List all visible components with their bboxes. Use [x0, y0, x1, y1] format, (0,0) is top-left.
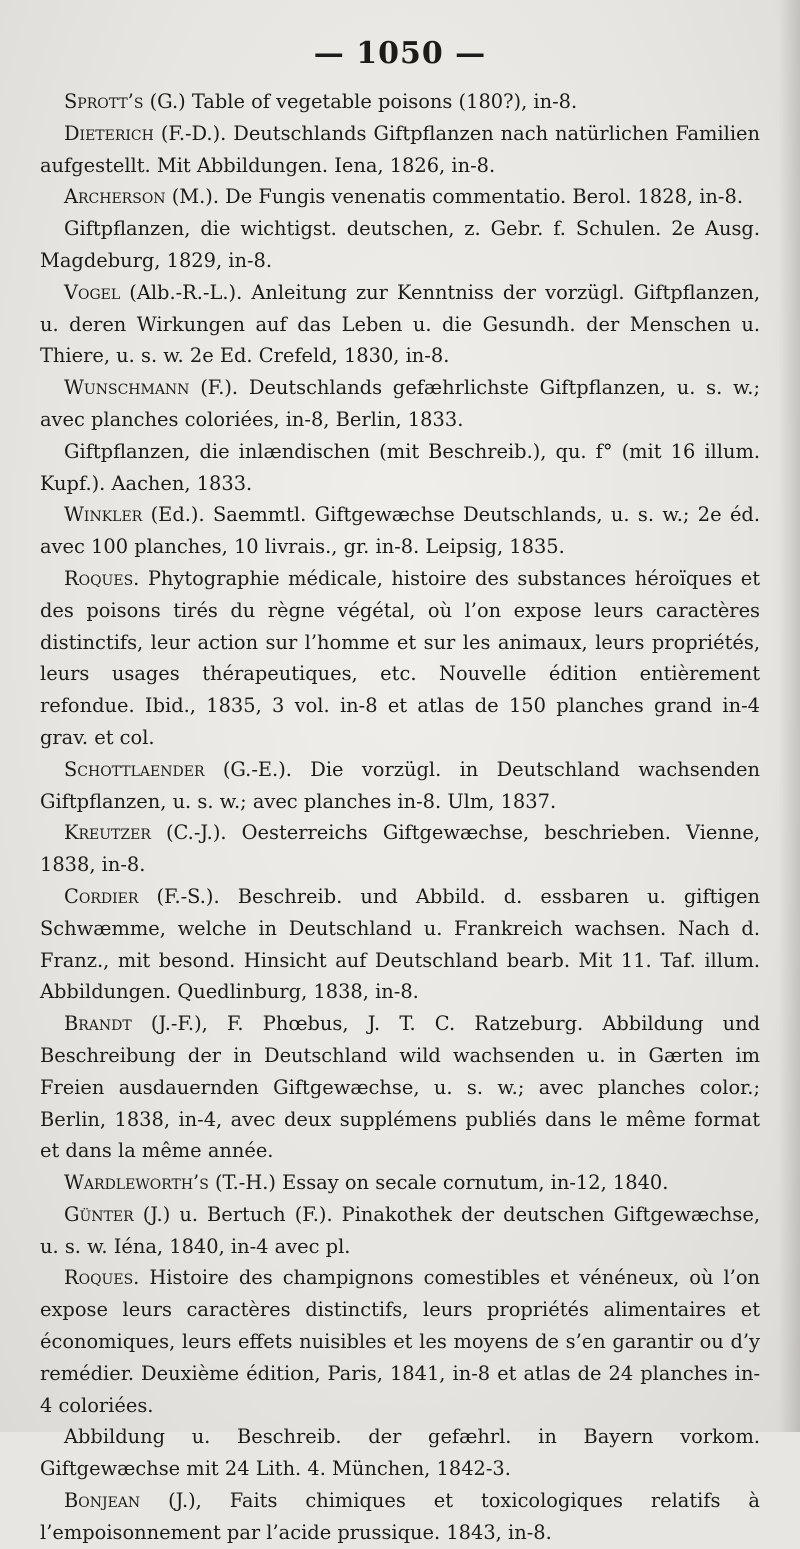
bibliography-entry	[40, 181, 760, 213]
entry-author: Roques	[64, 566, 134, 590]
bibliography-entry	[40, 499, 760, 563]
bibliography-entry	[40, 1262, 760, 1421]
entry-text: . Phytographie médicale, histoire des substances héroïques et des poisons tirés du règne végétal, où l’on expose leurs caractères distinctifs, leur action sur l’homme et sur les animaux, leurs propriétés, leurs usages thérapeutiques, etc. Nouvelle édition entièrement refondue. Ibid., 1835, 3 vol. in-8 et atlas de 150 planches grand in-4 grav. et col.	[40, 566, 760, 749]
entry-text: (M.). De Fungis venenatis commentatio. Berol. 1828, in-8.	[165, 185, 743, 209]
entry-author: Brandt	[64, 1012, 132, 1036]
bibliography-entry	[40, 277, 760, 372]
bibliography-list	[40, 86, 760, 1549]
entry-author: Schottlaender	[64, 757, 205, 781]
entry-text: (J.), Faits chimiques et toxicologiques relatifs à l’empoisonnement par l’acide prussique. 1843, in-8.	[40, 1489, 760, 1544]
entry-text: (Ed.). Saemmtl. Giftgewæchse Deutschlands, u. s. w.; 2e éd. avec 100 planches, 10 livrais., gr. in-8. Leipsig, 1835.	[40, 503, 760, 559]
bibliography-entry	[40, 86, 760, 118]
entry-text: (G.-E.). Die vorzügl. in Deutschland wachsenden Giftpflanzen, u. s. w.; avec planches in-8. Ulm, 1837.	[40, 757, 760, 813]
entry-text: (F.-S.). Beschreib. und Abbild. d. essbaren u. giftigen Schwæmme, welche in Deutschland u. Frankreich wachsen. Nach d. Franz., mit besond. Hinsicht auf Deutschland bearb. Mit 11. Taf. illum. Abbildungen. Quedlinburg, 1838, in-8.	[40, 884, 760, 1004]
entry-text: (T.-H.) Essay on secale cornutum, in-12, 1840.	[208, 1171, 669, 1195]
entry-author: Wardleworth’s	[64, 1171, 209, 1195]
bibliography-entry	[40, 1199, 760, 1263]
bibliography-entry	[40, 436, 760, 500]
entry-author: Bonjean	[64, 1489, 141, 1513]
entry-author: Dieterich	[64, 121, 154, 145]
entry-author: Wunschmann	[64, 376, 190, 400]
entry-text: (F.). Deutschlands gefæhrlichste Giftpflanzen, u. s. w.; avec planches coloriées, in-8, Berlin, 1833.	[40, 376, 760, 431]
bibliography-entry	[40, 372, 760, 436]
page-edge-shadow	[778, 0, 800, 1432]
bibliography-entry	[40, 1421, 760, 1485]
bibliography-entry	[40, 1167, 760, 1199]
bibliography-entry	[40, 1485, 760, 1549]
entry-text: (G.) Table of vegetable poisons (180?), in-8.	[143, 90, 578, 113]
entry-author: Sprott’s	[64, 90, 144, 113]
bibliography-entry	[40, 754, 760, 818]
bibliography-entry	[40, 213, 760, 277]
entry-author: Winkler	[64, 503, 143, 527]
entry-text: Giftpflanzen, die wichtigst. deutschen, z. Gebr. f. Schulen. 2e Ausg. Magdeburg, 1829, in-8.	[40, 217, 760, 272]
page-number: — 1050 —	[313, 36, 487, 71]
entry-author: Cordier	[64, 884, 139, 908]
bibliography-entry	[40, 1008, 760, 1167]
bibliography-entry	[40, 817, 760, 881]
entry-author: Vogel	[64, 280, 121, 304]
entry-text: (F.-D.). Deutschlands Giftpflanzen nach natürlichen Familien aufgestellt. Mit Abbildungen. Iena, 1826, in-8.	[40, 121, 760, 177]
entry-text: (J.-F.), F. Phœbus, J. T. C. Ratzeburg. Abbildung und Beschreibung der in Deutschland wild wachsenden u. in Gærten im Freien ausdauernden Giftgewæchse, u. s. w.; avec planches color.; Berlin, 1838, in-4, avec deux supplémens publiés dans le même format et dans la même année.	[40, 1012, 760, 1163]
entry-text: (J.) u. Bertuch (F.). Pinakothek der deutschen Giftgewæchse, u. s. w. Iéna, 1840, in-4 avec pl.	[40, 1202, 760, 1258]
entry-author: Archerson	[64, 185, 166, 209]
entry-text: . Histoire des champignons comestibles et vénéneux, où l’on expose leurs caractères distinctifs, leurs propriétés alimentaires et économiques, leurs effets nuisibles et les moyens de s’en garantir ou d’y remédier. Deuxième édition, Paris, 1841, in-8 et atlas de 24 planches in-4 coloriées.	[40, 1266, 760, 1417]
entry-text: (C.-J.). Oesterreichs Giftgewæchse, beschrieben. Vienne, 1838, in-8.	[40, 821, 760, 877]
entry-text: (Alb.-R.-L.). Anleitung zur Kenntniss der vorzügl. Giftpflanzen, u. deren Wirkungen auf das Leben u. die Gesundh. der Menschen u. Thiere, u. s. w. 2e Ed. Crefeld, 1830, in-8.	[40, 280, 760, 368]
entry-author: Roques	[64, 1266, 134, 1290]
entry-text: Abbildung u. Beschreib. der gefæhrl. in Bayern vorkom. Giftgewæchse mit 24 Lith. 4. München, 1842-3.	[40, 1425, 760, 1481]
entry-author: Kreutzer	[64, 821, 151, 845]
bibliography-entry	[40, 881, 760, 1008]
bibliography-entry	[40, 118, 760, 182]
entry-text: Giftpflanzen, die inlændischen (mit Beschreib.), qu. f° (mit 16 illum. Kupf.). Aachen, 1833.	[40, 439, 760, 495]
bibliography-entry	[40, 563, 760, 754]
entry-author: Günter	[64, 1202, 134, 1226]
